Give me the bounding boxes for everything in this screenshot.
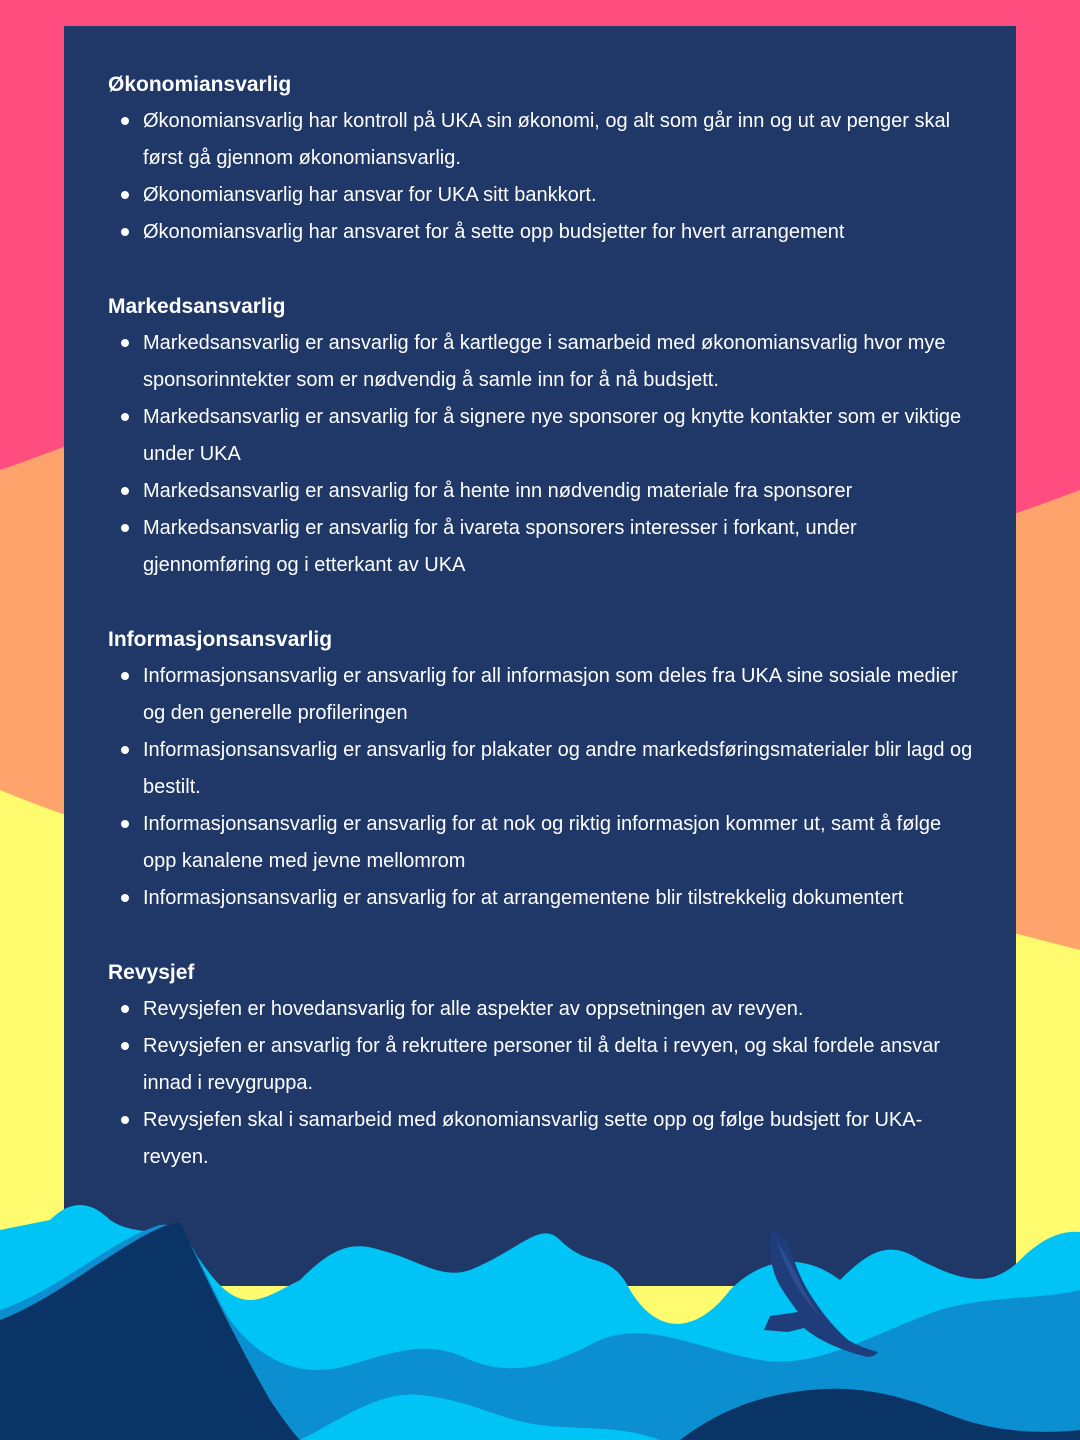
list-item	[108, 399, 978, 473]
bullet-icon	[121, 894, 129, 902]
list-item-text: Revysjefen skal i samarbeid med økonomiansvarlig sette opp og følge budsjett for UKA-revyen.	[143, 1109, 923, 1168]
bullet-icon	[121, 1042, 129, 1050]
section-heading: Markedsansvarlig	[108, 295, 286, 318]
list-item	[108, 1102, 978, 1176]
list-item	[108, 177, 978, 214]
bullet-icon	[121, 339, 129, 347]
list-item-text: Markedsansvarlig er ansvarlig for å hente inn nødvendig materiale fra sponsorer	[143, 480, 853, 502]
list-item-text: Informasjonsansvarlig er ansvarlig for at arrangementene blir tilstrekkelig dokumentert	[143, 887, 904, 909]
bullet-icon	[121, 524, 129, 532]
bullet-icon	[121, 413, 129, 421]
bullet-list	[108, 991, 978, 1176]
list-item-text: Markedsansvarlig er ansvarlig for å signere nye sponsorer og knytte kontakter som er viktige under UKA	[143, 406, 962, 465]
bullet-icon	[121, 820, 129, 828]
list-item	[108, 806, 978, 880]
mountains-illustration	[0, 1180, 1080, 1440]
list-item	[108, 732, 978, 806]
list-item-text: Markedsansvarlig er ansvarlig for å ivareta sponsorers interesser i forkant, under gjennomføring og i etterkant av UKA	[143, 517, 857, 576]
list-item	[108, 103, 978, 177]
list-item-text: Markedsansvarlig er ansvarlig for å kartlegge i samarbeid med økonomiansvarlig hvor mye sponsorinntekter som er nødvendig å samle inn for å nå budsjett.	[143, 332, 946, 391]
list-item-text: Økonomiansvarlig har ansvar for UKA sitt bankkort.	[143, 184, 597, 206]
bullet-icon	[121, 487, 129, 495]
list-item-text: Økonomiansvarlig har ansvaret for å sette opp budsjetter for hvert arrangement	[143, 221, 845, 243]
list-item-text: Revysjefen er hovedansvarlig for alle aspekter av oppsetningen av revyen.	[143, 998, 804, 1020]
bullet-icon	[121, 117, 129, 125]
list-item-text: Revysjefen er ansvarlig for å rekruttere personer til å delta i revyen, og skal fordele ansvar innad i revygruppa.	[143, 1035, 941, 1094]
section	[108, 621, 978, 917]
list-item	[108, 658, 978, 732]
list-item	[108, 880, 978, 917]
list-item-text: Informasjonsansvarlig er ansvarlig for at nok og riktig informasjon kommer ut, samt å følge opp kanalene med jevne mellomrom	[143, 813, 942, 872]
list-item	[108, 510, 978, 584]
bullet-icon	[121, 228, 129, 236]
bullet-icon	[121, 672, 129, 680]
list-item-text: Informasjonsansvarlig er ansvarlig for plakater og andre markedsføringsmaterialer blir lagd og bestilt.	[143, 739, 973, 798]
section-heading: Informasjonsansvarlig	[108, 628, 333, 651]
bullet-icon	[121, 191, 129, 199]
list-item	[108, 325, 978, 399]
list-item-text: Informasjonsansvarlig er ansvarlig for all informasjon som deles fra UKA sine sosiale medier og den generelle profileringen	[143, 665, 958, 724]
section-heading: Revysjef	[108, 961, 195, 984]
bullet-icon	[121, 1005, 129, 1013]
document-content	[108, 66, 978, 1213]
list-item	[108, 473, 978, 510]
bullet-icon	[121, 746, 129, 754]
list-item	[108, 991, 978, 1028]
eagle-icon	[760, 1228, 880, 1358]
bullet-icon	[121, 1116, 129, 1124]
section	[108, 66, 978, 251]
bullet-list	[108, 658, 978, 917]
bullet-list	[108, 103, 978, 251]
list-item-text: Økonomiansvarlig har kontroll på UKA sin økonomi, og alt som går inn og ut av penger skal først gå gjennom økonomiansvarlig.	[143, 110, 951, 169]
list-item	[108, 214, 978, 251]
list-item	[108, 1028, 978, 1102]
section	[108, 288, 978, 584]
section-heading: Økonomiansvarlig	[108, 73, 292, 96]
bullet-list	[108, 325, 978, 584]
section	[108, 954, 978, 1176]
